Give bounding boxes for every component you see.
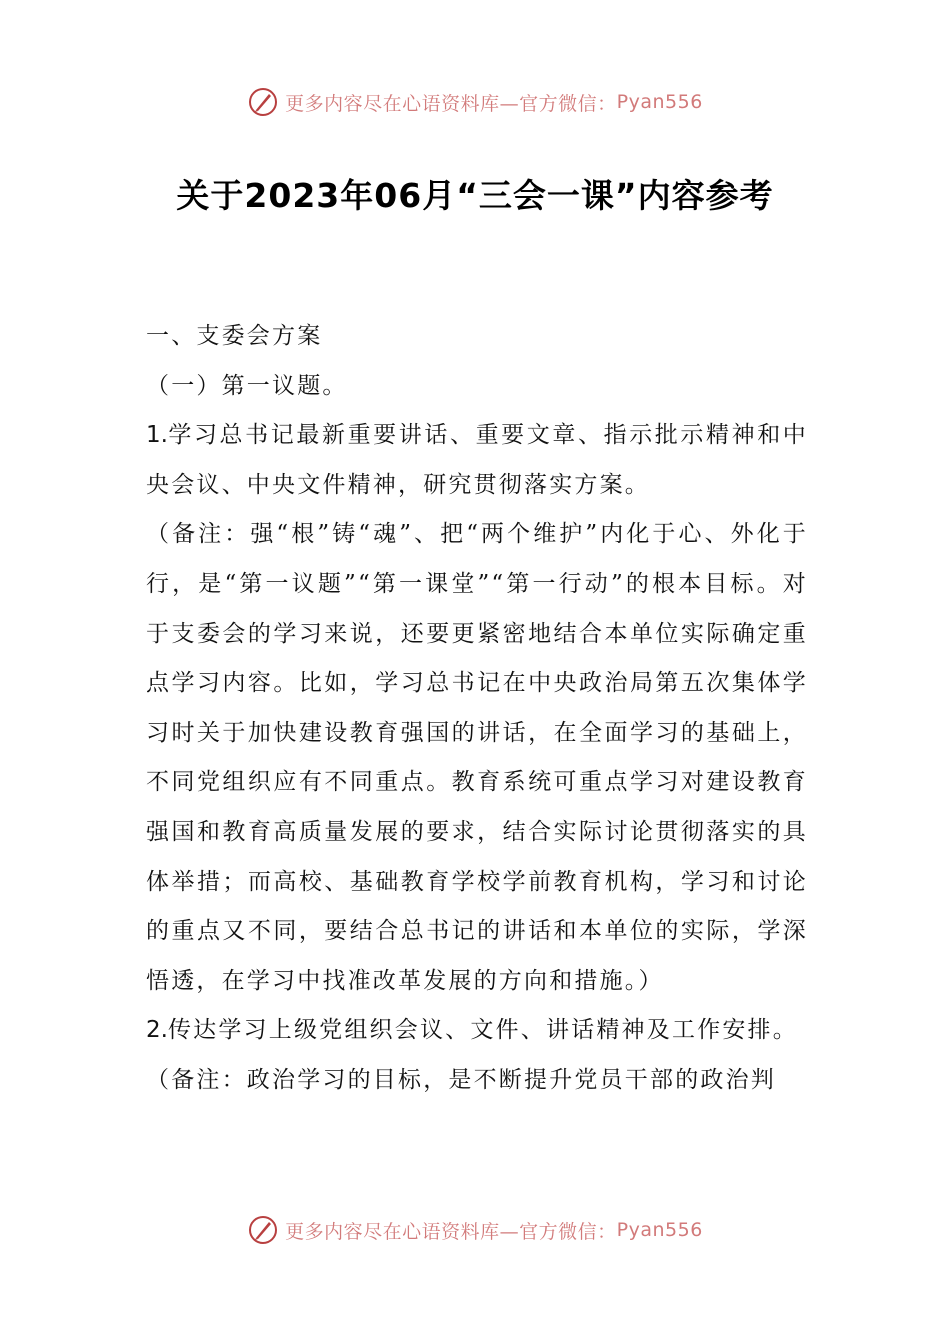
note-1: （备注：强“根”铸“魂”、把“两个维护”内化于心、外化于行，是“第一议题”“第一课堂”“第一行动”的根本目标。对于支委会的学习来说，还要更紧密地结合本单位实际确定重点学习内容。比如，学习总书记在中央政治局第五次集体学习时关于加快建设教育强国的讲话，在全面学习的基础上，不同党组织应有不同重点。教育系统可重点学习对建设教育强国和教育高质量发展的要求，结合实际讨论贯彻落实的具体举措；而高校、基础教育学校学前教育机构，学习和讨论的重点又不同，要结合总书记的讲话和本单位的实际，学深悟透，在学习中找准改革发展的方向和措施。）	[146, 521, 808, 994]
sub-heading: （一）第一议题。	[146, 372, 348, 399]
watermark-wechat-id: Pyan556	[616, 91, 703, 113]
item-2	[146, 1006, 808, 1056]
watermark-wechat-id: Pyan556	[616, 1219, 703, 1241]
watermark-text: 更多内容尽在心语资料库—官方微信：	[285, 1220, 617, 1243]
item-1-text: 学习总书记最新重要讲话、重要文章、指示批示精神和中央会议、中央文件精神，研究贯彻落实方案。	[146, 422, 808, 498]
quill-logo-icon	[247, 1214, 279, 1246]
item-1-number: 1.	[146, 422, 168, 449]
item-1	[146, 411, 808, 510]
watermark-header	[0, 82, 950, 122]
item-2-text: 传达学习上级党组织会议、文件、讲话精神及工作安排。	[167, 1017, 798, 1044]
document-title: 关于2023年06月“三会一课”内容参考	[176, 176, 774, 215]
watermark-text: 更多内容尽在心语资料库—官方微信：	[285, 92, 617, 115]
quill-logo-icon	[247, 86, 279, 118]
watermark-footer	[0, 1210, 950, 1250]
document-body	[146, 312, 808, 1106]
item-2-number: 2.	[146, 1017, 168, 1044]
section-heading: 一、支委会方案	[146, 323, 323, 349]
note-2: （备注：政治学习的目标，是不断提升党员干部的政治判	[146, 1066, 776, 1093]
